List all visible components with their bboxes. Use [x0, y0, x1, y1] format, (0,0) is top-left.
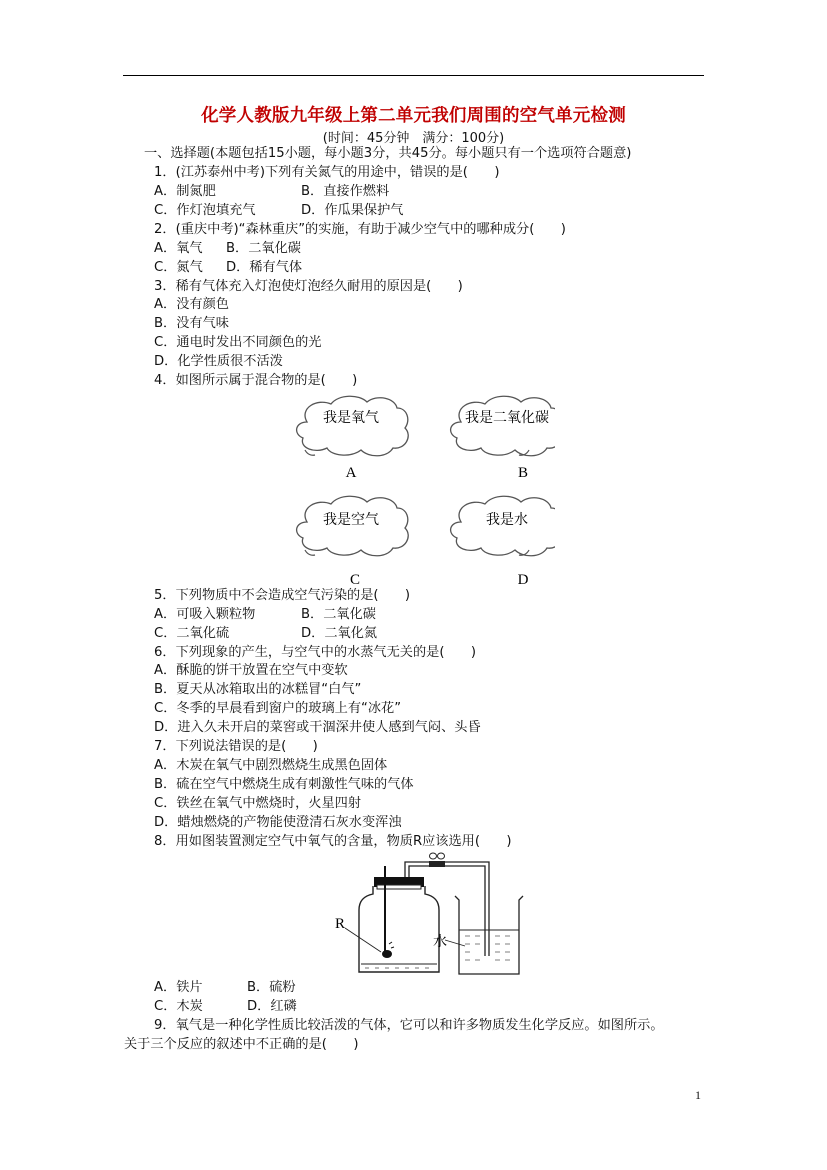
- q3-option-c: C．通电时发出不同颜色的光: [154, 335, 322, 350]
- q1-option-b: B．直接作燃料: [301, 184, 390, 199]
- spring-clamp: [429, 853, 445, 867]
- q6-option-b: B．夏天从冰箱取出的冰糕冒“白气”: [154, 682, 362, 697]
- question-6: 6．下列现象的产生，与空气中的水蒸气无关的是( ): [154, 645, 476, 660]
- q3-option-b: B．没有气味: [154, 316, 229, 331]
- label-r: R: [335, 916, 346, 932]
- q4-cloud-figure: [285, 392, 555, 592]
- q8-option-a: A．铁片: [154, 980, 203, 995]
- substance-r: [382, 950, 392, 958]
- question-8: 8．用如图装置测定空气中氧气的含量，物质R应该选用( ): [154, 834, 512, 849]
- cloud-a-shape: [297, 396, 409, 456]
- question-2: 2．(重庆中考)“森林重庆”的实施，有助于减少空气中的哪种成分( ): [154, 222, 566, 237]
- water-pointer-line: [445, 940, 465, 946]
- q2-option-d: D．稀有气体: [226, 260, 303, 275]
- cloud-d-text: 我是水: [486, 512, 528, 528]
- question-9-line-2: 关于三个反应的叙述中不正确的是( ): [124, 1037, 359, 1052]
- question-5: 5．下列物质中不会造成空气污染的是( ): [154, 588, 411, 603]
- q5-option-d: D．二氧化氮: [301, 626, 378, 641]
- q2-option-c: C．氮气: [154, 260, 203, 275]
- cloud-a-text: 我是氧气: [323, 410, 379, 426]
- q6-option-a: A．酥脆的饼干放置在空气中变软: [154, 663, 348, 678]
- q2-option-b: B．二氧化碳: [226, 241, 301, 256]
- question-4: 4．如图所示属于混合物的是( ): [154, 373, 358, 388]
- cloud-c-label: C: [349, 572, 361, 588]
- cloud-c-text: 我是空气: [323, 512, 379, 528]
- question-1: 1．(江苏泰州中考)下列有关氮气的用途中，错误的是( ): [154, 165, 500, 180]
- cloud-b-shape: [451, 396, 555, 456]
- q7-option-c: C．铁丝在氧气中燃烧时，火星四射: [154, 796, 362, 811]
- page-title: 化学人教版九年级上第二单元我们周围的空气单元检测: [201, 106, 626, 126]
- q3-option-a: A．没有颜色: [154, 297, 229, 312]
- q8-option-c: C．木炭: [154, 999, 203, 1014]
- page-number: 1: [695, 1088, 701, 1102]
- q7-option-a: A．木炭在氧气中剧烈燃烧生成黑色固体: [154, 758, 388, 773]
- q8-option-b: B．硫粉: [247, 980, 296, 995]
- q3-option-d: D．化学性质很不活泼: [154, 354, 283, 369]
- q5-option-b: B．二氧化碳: [301, 607, 376, 622]
- cloud-b-label: B: [517, 465, 529, 481]
- glass-tube: [405, 862, 489, 956]
- flame-mark: [389, 942, 394, 948]
- header-rule: [123, 75, 704, 76]
- q1-option-a: A．制氮肥: [154, 184, 216, 199]
- cloud-b-text: 我是二氧化碳: [465, 410, 549, 426]
- r-pointer-line: [345, 928, 381, 952]
- section-heading: 一、选择题(本题包括15小题，每小题3分，共45分。每小题只有一个选项符合题意): [144, 146, 632, 161]
- q6-option-d: D．进入久未开启的菜窖或干涸深井使人感到气闷、头昏: [154, 720, 481, 735]
- q2-option-a: A．氧气: [154, 241, 203, 256]
- q8-option-d: D．红磷: [247, 999, 297, 1014]
- q1-option-c: C．作灯泡填充气: [154, 203, 256, 218]
- label-water: 水: [433, 934, 447, 950]
- rubber-stopper: [374, 877, 424, 889]
- q7-option-d: D．蜡烛燃烧的产物能使澄清石灰水变浑浊: [154, 815, 402, 830]
- gas-bottle: [359, 886, 439, 972]
- q7-option-b: B．硫在空气中燃烧生成有刺激性气味的气体: [154, 777, 414, 792]
- q5-option-c: C．二氧化硫: [154, 626, 230, 641]
- question-3: 3．稀有气体充入灯泡使灯泡经久耐用的原因是( ): [154, 279, 463, 294]
- q1-option-d: D．作瓜果保护气: [301, 203, 404, 218]
- q5-option-a: A．可吸入颗粒物: [154, 607, 256, 622]
- cloud-d-label: D: [517, 572, 529, 588]
- q8-apparatus-figure: [325, 852, 525, 980]
- question-9-line-1: 9．氧气是一种化学性质比较活泼的气体，它可以和许多物质发生化学反应。如图所示。: [154, 1018, 664, 1033]
- exam-info: (时间：45分钟 满分：100分): [322, 131, 505, 146]
- q6-option-c: C．冬季的早晨看到窗户的玻璃上有“冰花”: [154, 701, 402, 716]
- question-7: 7．下列说法错误的是( ): [154, 739, 318, 754]
- cloud-a-label: A: [345, 465, 357, 481]
